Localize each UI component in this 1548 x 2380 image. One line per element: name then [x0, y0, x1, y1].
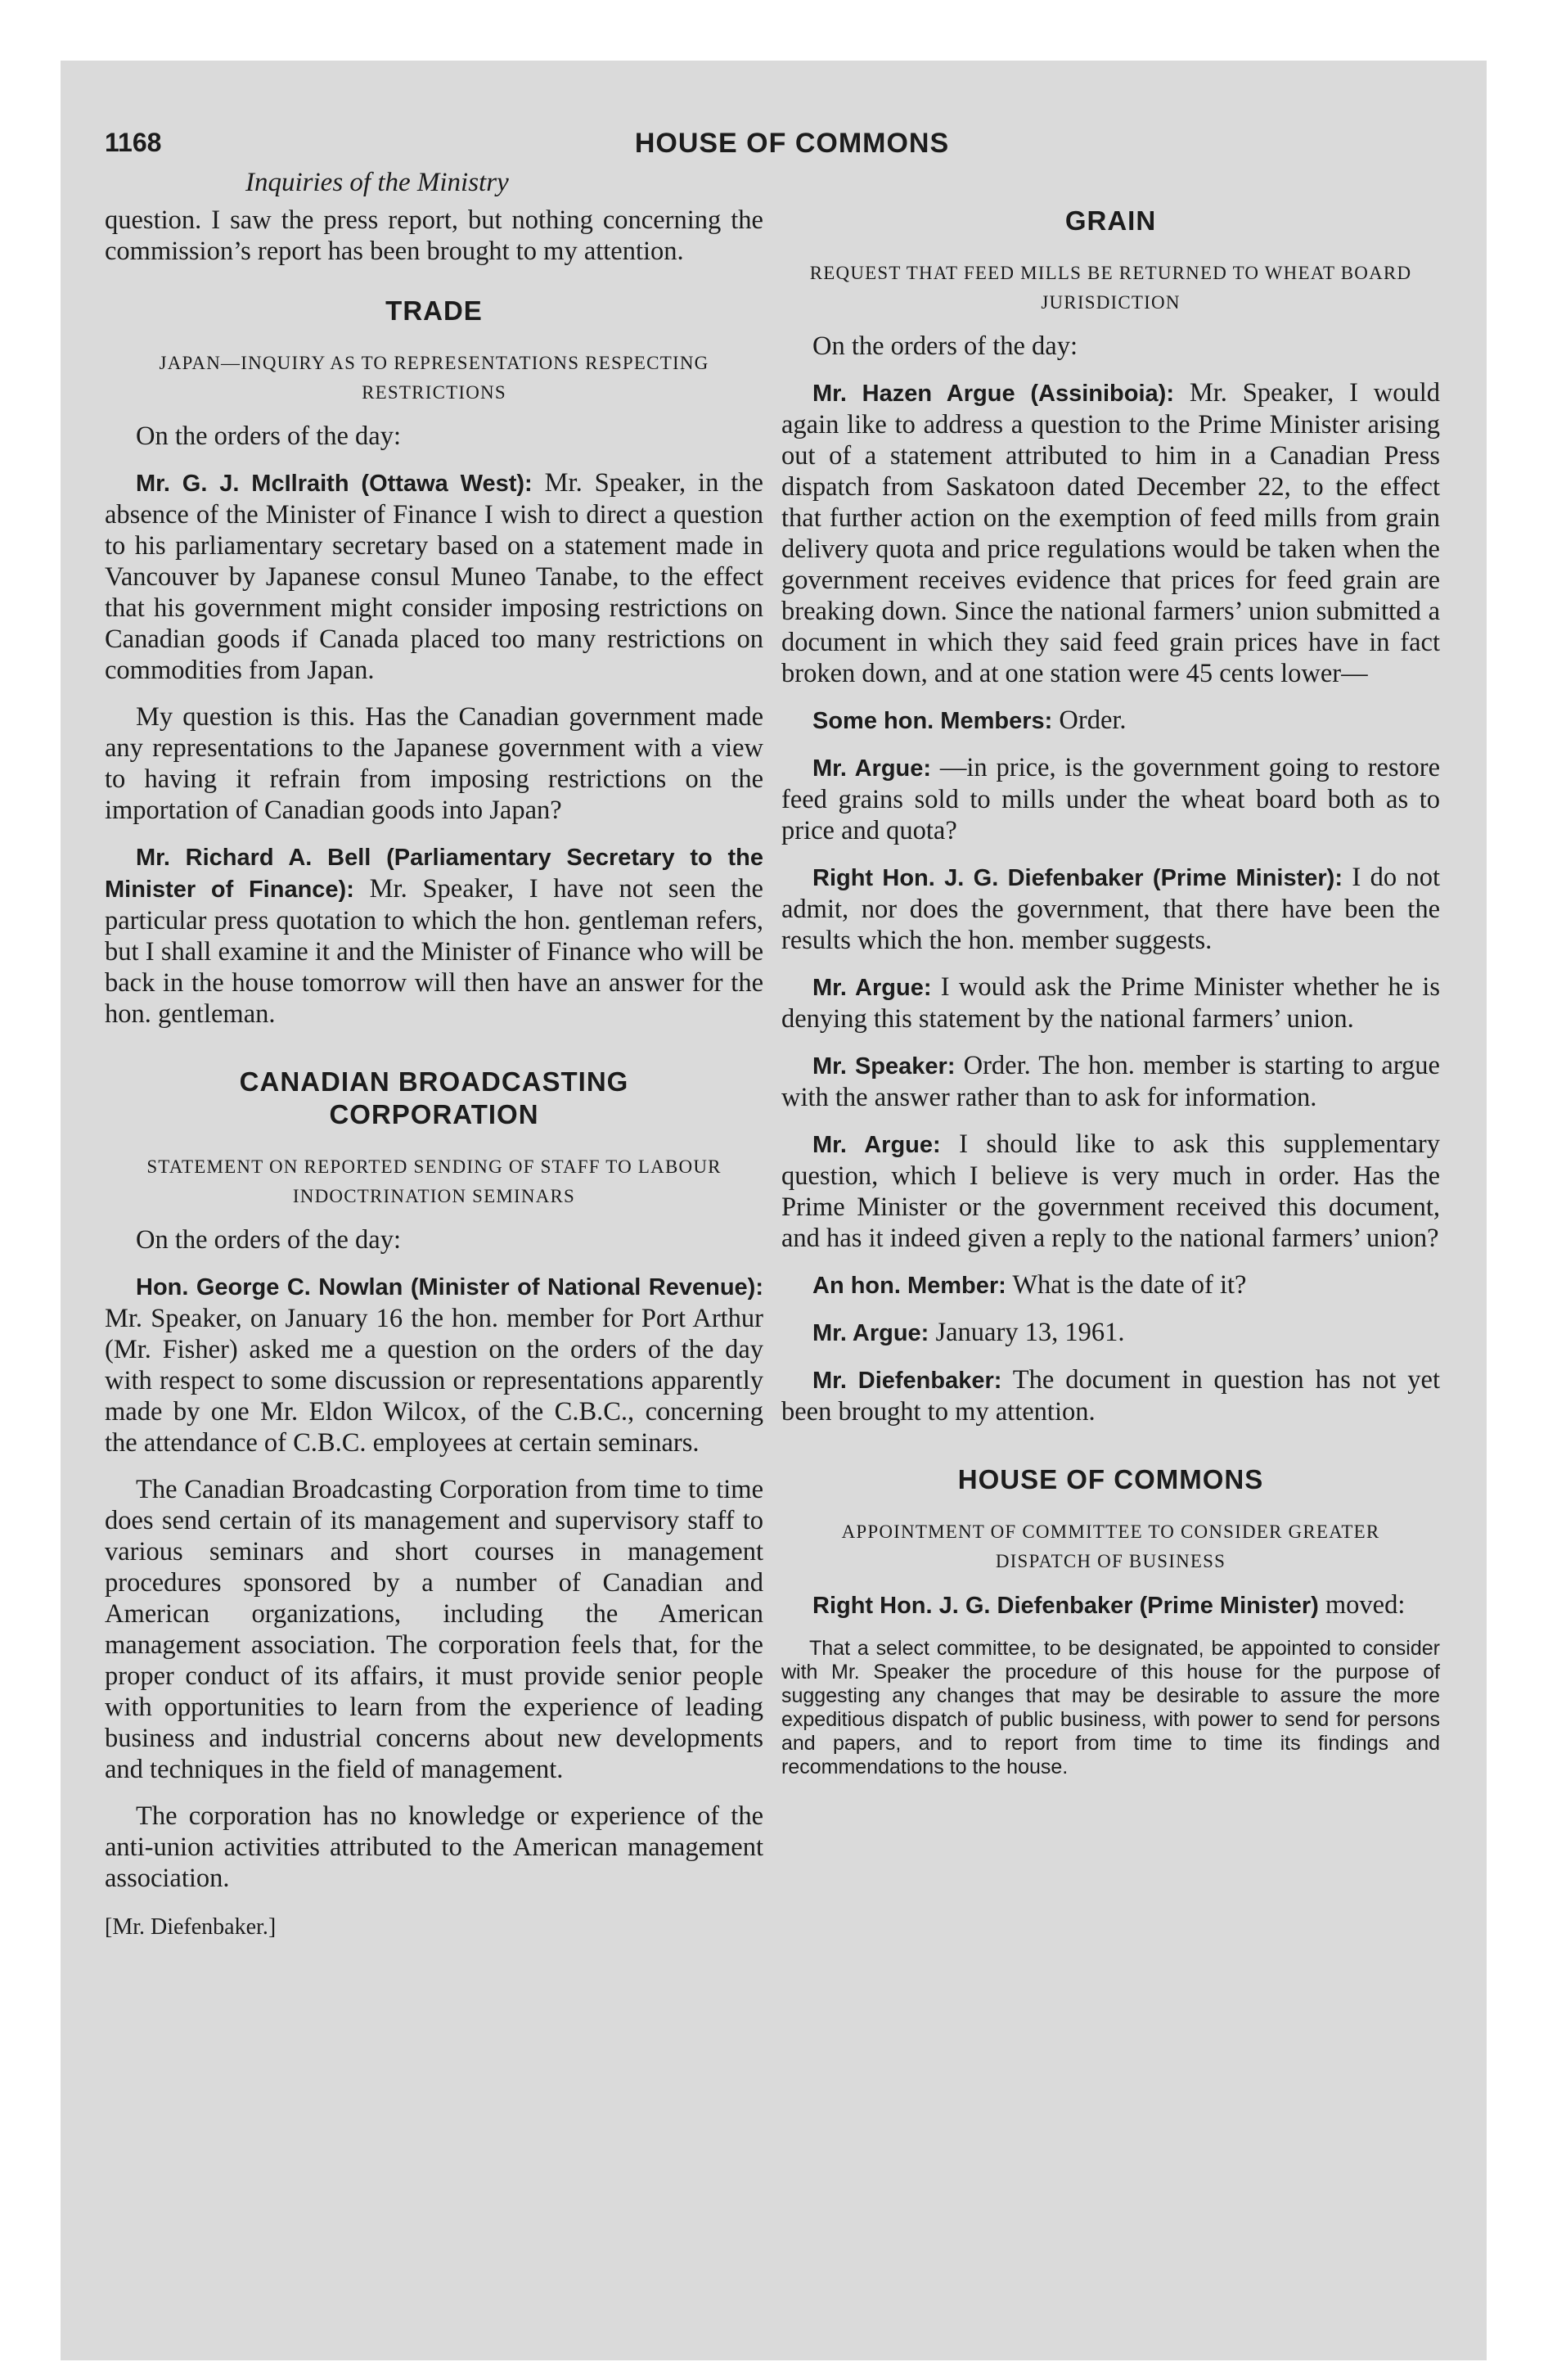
trade-orders: On the orders of the day:: [136, 421, 402, 451]
speaker-diefenbaker: Right Hon. J. G. Diefenbaker (Prime Minister):: [812, 865, 1343, 891]
speaker-speaker: Mr. Speaker:: [812, 1053, 956, 1080]
trade-heading: TRADE: [385, 295, 483, 326]
speaker-members: Some hon. Members:: [812, 708, 1053, 734]
speaker-diefenbaker: Right Hon. J. G. Diefenbaker (Prime Minister): [812, 1593, 1319, 1619]
grain-exchange-8: [781, 1269, 1440, 1301]
commons-subheading: APPOINTMENT OF COMMITTEE TO CONSIDER GREATER DISPATCH OF BUSINESS: [841, 1521, 1380, 1571]
speaker-argue: Mr. Argue:: [812, 975, 932, 1001]
footer-reference: [Mr. Diefenbaker.]: [105, 1914, 277, 1940]
grain-heading: GRAIN: [1064, 205, 1157, 236]
grain-exchange-5: [781, 971, 1440, 1034]
grain-subheading: REQUEST THAT FEED MILLS BE RETURNED TO WHEAT BOARD JURISDICTION: [809, 263, 1412, 313]
right-column: [781, 205, 1440, 1779]
cbc-paragraph-3: The corporation has no knowledge or experience of the anti-union activities attributed to the American management association.: [105, 1801, 763, 1893]
grain-exchange-10: [781, 1364, 1440, 1427]
grain-exchange-7: [781, 1129, 1440, 1254]
speaker-member: An hon. Member:: [812, 1273, 1006, 1299]
trade-subheading: JAPAN—INQUIRY AS TO REPRESENTATIONS RESPECTING RESTRICTIONS: [159, 353, 709, 403]
exchange-text: I would ask the Prime Minister whether he is denying this statement by the national farmers’ union.: [781, 972, 1441, 1034]
statement-text: Mr. Speaker, on January 16 the hon. member for Port Arthur (Mr. Fisher) asked me a question on the orders of the day with respect to some discussion or representations apparently made by one Mr. Eldon Wilcox, of the C.B.C., concerning the attendance of C.B.C. employees at certain seminars.: [105, 1304, 763, 1458]
trade-answer: [105, 841, 763, 1030]
page-header: [105, 128, 1447, 167]
answer-text: Mr. Speaker, I have not seen the particular press quotation to which the hon. gentleman refers, but I shall examine it and the Minister of Finance who will be back in the house tomorrow will then have an answer for the hon. gentleman.: [105, 874, 763, 1029]
exchange-text: Order. The hon. member is starting to argue with the answer rather than to ask for information.: [781, 1051, 1440, 1112]
cbc-subheading: STATEMENT ON REPORTED SENDING OF STAFF TO LABOUR INDOCTRINATION SEMINARS: [146, 1156, 722, 1206]
page-number: 1168: [105, 128, 162, 157]
exchange-text: Order.: [1052, 705, 1127, 735]
speaker-mcilraith: Mr. G. J. McIlraith (Ottawa West):: [136, 471, 533, 497]
moved-text: moved:: [1318, 1590, 1406, 1620]
question-text: Mr. Speaker, in the absence of the Minister of Finance I wish to direct a question to his parliamentary secretary based on a statement made in Vancouver by Japanese consul Muneo Tanabe, to the effect that his government might consider imposing restrictions on Canadian goods if Canada placed too many restrictions on commodities from Japan.: [105, 468, 763, 685]
grain-exchange-3: [781, 752, 1440, 846]
grain-exchange-6: [781, 1050, 1440, 1113]
left-column: [105, 205, 763, 1959]
grain-orders: On the orders of the day:: [812, 331, 1078, 361]
grain-exchange-2: [781, 705, 1440, 737]
cbc-heading: CANADIAN BROADCASTING CORPORATION: [239, 1066, 629, 1129]
speaker-argue: Mr. Hazen Argue (Assiniboia):: [812, 381, 1174, 407]
exchange-text: Mr. Speaker, I would again like to address a question to the Prime Minister arising out of a statement attributed to him in a Canadian Press dispatch from Saskatoon dated December 22, to the effect that further action on the exemption of feed mills from grain delivery quota and price regulations would be taken when the government receives evidence that prices for feed grain are breaking down. Since the national farmers’ union submitted a document in which they said feed grain prices have in fact broken down, and at one station were 45 cents lower—: [781, 378, 1440, 688]
motion-text: That a select committee, to be designated, be appointed to consider with Mr. Speaker the procedure of this house for the purpose of suggesting any changes that may be desirable to assure the more expeditious dispatch of public business, with power to send for persons and papers, and to report from time to time its findings and recommendations to the house.: [781, 1637, 1440, 1778]
running-subtitle: Inquiries of the Ministry: [245, 168, 509, 197]
grain-exchange-1: [781, 377, 1440, 689]
exchange-text: —in price, is the government going to restore feed grains sold to mills under the wheat board both as to price and quota?: [781, 753, 1440, 845]
exchange-text: I should like to ask this supplementary question, which I believe is very much in order. Has the Prime Minister or the government received this document, and has it indeed given a reply to the national farmers’ union?: [781, 1129, 1440, 1253]
grain-exchange-4: [781, 862, 1440, 956]
cbc-orders: On the orders of the day:: [136, 1225, 402, 1255]
exchange-text: I do not admit, nor does the government, that there have been the results which the hon. member suggests.: [781, 863, 1440, 955]
trade-question-2: My question is this. Has the Canadian government made any representations to the Japanese government with a view to having it refrain from imposing restrictions on the importation of Canadian goods into Japan?: [105, 702, 763, 825]
commons-heading: HOUSE OF COMMONS: [957, 1464, 1264, 1494]
exchange-text: What is the date of it?: [1006, 1270, 1247, 1300]
exchange-text: January 13, 1961.: [929, 1318, 1125, 1347]
grain-exchange-9: [781, 1317, 1440, 1349]
intro-paragraph: question. I saw the press report, but nothing concerning the commission’s report has been brought to my attention.: [105, 205, 763, 266]
speaker-diefenbaker: Mr. Diefenbaker:: [812, 1368, 1002, 1394]
cbc-statement: [105, 1271, 763, 1458]
speaker-argue: Mr. Argue:: [812, 755, 932, 782]
speaker-argue: Mr. Argue:: [812, 1320, 929, 1346]
speaker-nowlan: Hon. George C. Nowlan (Minister of National Revenue):: [136, 1274, 763, 1300]
running-title: HOUSE OF COMMONS: [634, 128, 950, 159]
trade-question: [105, 467, 763, 686]
cbc-paragraph-2: The Canadian Broadcasting Corporation from time to time does send certain of its management and supervisory staff to various seminars and short courses in management procedures sponsored by a number of Canadian and American organizations, including the American management association. The corporation feels that, for the proper conduct of its affairs, it must provide senior people with opportunities to learn from the experience of leading business and industrial concerns about new developments and techniques in the field of management.: [105, 1475, 763, 1784]
commons-moved: [781, 1589, 1440, 1621]
speaker-argue: Mr. Argue:: [812, 1132, 941, 1158]
exchange-text: The document in question has not yet been brought to my attention.: [781, 1365, 1440, 1427]
speaker-bell: Mr. Richard A. Bell (Parliamentary Secretary to the Minister of Finance):: [105, 845, 763, 903]
